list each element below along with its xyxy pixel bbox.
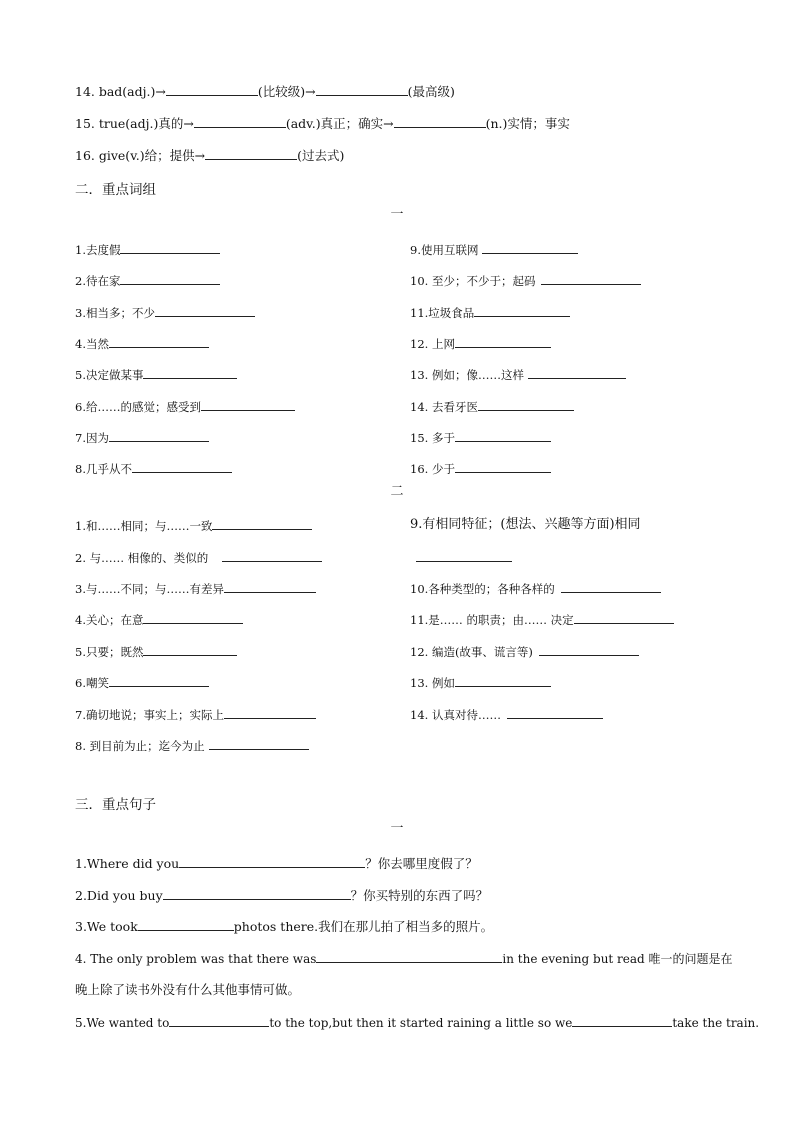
phrase-label: 8.几乎从不 <box>75 462 132 476</box>
sentence-text: take the train. <box>672 1016 760 1030</box>
sentence-1 <box>75 855 478 872</box>
answer-blank[interactable] <box>109 674 209 687</box>
answer-blank[interactable] <box>169 1014 269 1027</box>
phrase-item <box>410 398 574 415</box>
answer-blank[interactable] <box>155 304 255 317</box>
phrase-label: 6.嘲笑 <box>75 676 109 690</box>
phrase-item <box>410 674 551 691</box>
word-14-suffix: (最高级) <box>407 84 455 99</box>
phrase-item <box>75 674 209 691</box>
phrase-item <box>75 398 295 415</box>
word-15-middle: (adv.)真正；确实→ <box>285 116 394 131</box>
sentence-3 <box>75 918 493 935</box>
phrase-item <box>75 737 309 754</box>
group-mark-text: 二 <box>390 484 404 499</box>
answer-blank[interactable] <box>478 398 574 411</box>
phrase-item <box>410 517 641 533</box>
phrase-label: 3.与……不同；与……有差异 <box>75 582 224 596</box>
word-item-14 <box>75 83 455 100</box>
sentence-5 <box>75 1014 759 1031</box>
phrase-label: 7.确切地说；事实上；实际上 <box>75 708 224 722</box>
answer-blank[interactable] <box>528 366 626 379</box>
answer-blank[interactable] <box>132 460 232 473</box>
answer-blank[interactable] <box>143 611 243 624</box>
phrase-label: 5.只要；既然 <box>75 645 144 659</box>
group-mark-3 <box>390 821 404 837</box>
word-14-prefix: 14. bad(adj.)→ <box>75 84 166 99</box>
sentence-text: 2.Did you buy <box>75 888 163 903</box>
answer-blank[interactable] <box>222 549 322 562</box>
word-16-suffix: (过去式) <box>297 148 345 163</box>
phrase-label: 1.去度假 <box>75 243 121 257</box>
phrase-item <box>75 643 237 660</box>
phrase-label: 9.使用互联网 <box>410 243 479 257</box>
phrase-item <box>410 366 626 383</box>
answer-blank[interactable] <box>416 549 512 562</box>
section-title-phrases: 二．重点词组 <box>75 182 156 198</box>
group-mark-1 <box>390 207 404 223</box>
sentence-text: 1.Where did you <box>75 856 180 871</box>
phrase-label: 11.是…… 的职责；由…… 决定 <box>410 613 574 627</box>
phrase-label: 4.关心；在意 <box>75 613 144 627</box>
sentence-text: to the top,but then it started raining a little so we <box>269 1016 573 1030</box>
phrase-item <box>410 643 639 660</box>
answer-blank[interactable] <box>455 429 551 442</box>
phrase-item <box>416 549 512 566</box>
phrase-label: 14. 去看牙医 <box>410 400 478 414</box>
sentence-text: photos there.我们在那儿拍了相当多的照片。 <box>233 919 494 934</box>
phrase-item <box>410 460 551 477</box>
phrase-label: 14. 认真对待…… <box>410 708 501 722</box>
sentence-2 <box>75 887 488 904</box>
sentence-4-continued: 晚上除了读书外没有什么其他事情可做。 <box>75 982 301 997</box>
phrase-item <box>75 335 209 352</box>
answer-blank[interactable] <box>201 398 295 411</box>
phrase-label: 2. 与…… 相像的、类似的 <box>75 551 209 565</box>
section-title-sentences: 三．重点句子 <box>75 797 156 813</box>
sentence-text: 3.We took <box>75 919 138 934</box>
word-15-suffix: (n.)实情；事实 <box>485 116 570 131</box>
phrase-label: 15. 多于 <box>410 431 455 445</box>
answer-blank[interactable] <box>394 115 486 128</box>
sentence-text: ？你买特别的东西了吗？ <box>350 888 489 903</box>
phrase-label: 8. 到目前为止；迄今为止 <box>75 739 205 753</box>
phrase-item <box>410 580 661 597</box>
answer-blank[interactable] <box>541 272 641 285</box>
answer-blank[interactable] <box>574 611 674 624</box>
group-mark-2 <box>390 484 404 500</box>
phrase-item <box>75 706 316 723</box>
phrase-label: 10.各种类型的；各种各样的 <box>410 582 555 596</box>
answer-blank[interactable] <box>179 855 365 868</box>
phrase-item <box>75 304 255 321</box>
phrase-label: 12. 上网 <box>410 337 455 351</box>
answer-blank[interactable] <box>316 83 408 96</box>
sentence-4 <box>75 950 733 967</box>
word-item-15 <box>75 115 570 132</box>
phrase-item <box>410 241 578 258</box>
phrase-item <box>75 580 316 597</box>
phrase-label: 13. 例如；像……这样 <box>410 368 524 382</box>
phrase-label: 5.决定做某事 <box>75 368 144 382</box>
phrase-item <box>410 429 551 446</box>
phrase-item <box>75 241 220 258</box>
phrase-item <box>75 611 243 628</box>
answer-blank[interactable] <box>109 335 209 348</box>
answer-blank[interactable] <box>507 706 603 719</box>
sentence-text: 5.We wanted to <box>75 1016 170 1030</box>
word-16-prefix: 16. give(v.)给；提供→ <box>75 148 206 163</box>
phrase-item <box>410 611 674 628</box>
phrase-label: 6.给……的感觉；感受到 <box>75 400 201 414</box>
answer-blank[interactable] <box>482 241 578 254</box>
phrase-item <box>75 272 220 289</box>
answer-blank[interactable] <box>224 580 316 593</box>
phrase-label: 11.垃圾食品 <box>410 306 475 320</box>
phrase-label: 9.有相同特征；(想法、兴趣等方面)相同 <box>410 517 641 532</box>
answer-blank[interactable] <box>539 643 639 656</box>
phrase-label: 12. 编造(故事、谎言等) <box>410 645 533 659</box>
group-mark-text: 一 <box>390 821 404 836</box>
answer-blank[interactable] <box>120 241 220 254</box>
phrase-label: 1.和……相同；与……一致 <box>75 519 213 533</box>
answer-blank[interactable] <box>120 272 220 285</box>
phrase-label: 4.当然 <box>75 337 109 351</box>
answer-blank[interactable] <box>205 147 297 160</box>
group-mark-text: 一 <box>390 207 404 222</box>
answer-blank[interactable] <box>138 918 234 931</box>
answer-blank[interactable] <box>224 706 316 719</box>
answer-blank[interactable] <box>474 304 570 317</box>
answer-blank[interactable] <box>455 460 551 473</box>
phrase-item <box>75 429 209 446</box>
answer-blank[interactable] <box>143 643 237 656</box>
phrase-item <box>75 549 322 566</box>
sentence-text: 4. The only problem was that there was <box>75 952 317 966</box>
answer-blank[interactable] <box>194 115 286 128</box>
phrase-label: 13. 例如 <box>410 676 455 690</box>
phrase-item <box>75 460 232 477</box>
answer-blank[interactable] <box>143 366 237 379</box>
answer-blank[interactable] <box>209 737 309 750</box>
answer-blank[interactable] <box>561 580 661 593</box>
phrase-item <box>75 517 312 534</box>
phrase-label: 10. 至少；不少于；起码 <box>410 274 536 288</box>
answer-blank[interactable] <box>212 517 312 530</box>
sentence-text: in the evening but read 唯一的问题是在 <box>502 952 733 966</box>
word-15-prefix: 15. true(adj.)真的→ <box>75 116 194 131</box>
phrase-label: 7.因为 <box>75 431 109 445</box>
answer-blank[interactable] <box>163 887 351 900</box>
answer-blank[interactable] <box>316 950 502 963</box>
phrase-label: 2.待在家 <box>75 274 121 288</box>
sentence-text: ？你去哪里度假了？ <box>365 856 478 871</box>
phrase-label: 3.相当多；不少 <box>75 306 155 320</box>
phrase-item <box>410 272 641 289</box>
phrase-item <box>410 706 603 723</box>
phrase-label: 16. 少于 <box>410 462 455 476</box>
answer-blank[interactable] <box>572 1014 672 1027</box>
phrase-item <box>75 366 237 383</box>
word-14-middle: (比较级)→ <box>257 84 316 99</box>
word-item-16 <box>75 147 344 164</box>
answer-blank[interactable] <box>109 429 209 442</box>
answer-blank[interactable] <box>455 674 551 687</box>
phrase-item <box>410 304 570 321</box>
answer-blank[interactable] <box>455 335 551 348</box>
phrase-item <box>410 335 551 352</box>
answer-blank[interactable] <box>166 83 258 96</box>
